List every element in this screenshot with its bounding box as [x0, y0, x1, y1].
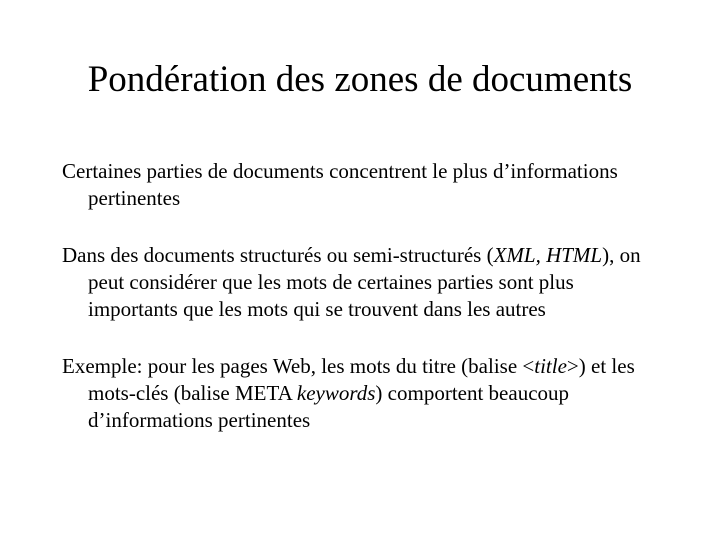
paragraph-example — [62, 353, 662, 434]
html-term: HTML — [546, 243, 603, 267]
keywords-term: keywords — [296, 381, 376, 405]
example-text-start: Exemple: pour les pages Web, les mots du titre (balise < — [62, 354, 535, 378]
structured-text-start: Dans des documents structurés ou semi-structurés ( — [62, 243, 494, 267]
slide-body — [62, 158, 662, 464]
paragraph-important-parts — [62, 158, 662, 212]
paragraph-important-parts-text: Certaines parties de documents concentrent le plus d’informations pertinentes — [62, 159, 618, 210]
title-tag-term: title — [534, 354, 567, 378]
slide-title: Pondération des zones de documents — [87, 59, 633, 100]
structured-text-end: ), on peut considérer que les mots de certaines parties sont plus importants que les mots qui se trouvent dans les autres — [88, 243, 641, 321]
example-text-middle: >) et les mots-clés (balise META — [88, 354, 635, 405]
example-text-end: ) comportent beaucoup d’informations pertinentes — [88, 381, 570, 432]
paragraph-structured-documents — [62, 242, 662, 323]
xml-term: XML, — [493, 243, 541, 267]
